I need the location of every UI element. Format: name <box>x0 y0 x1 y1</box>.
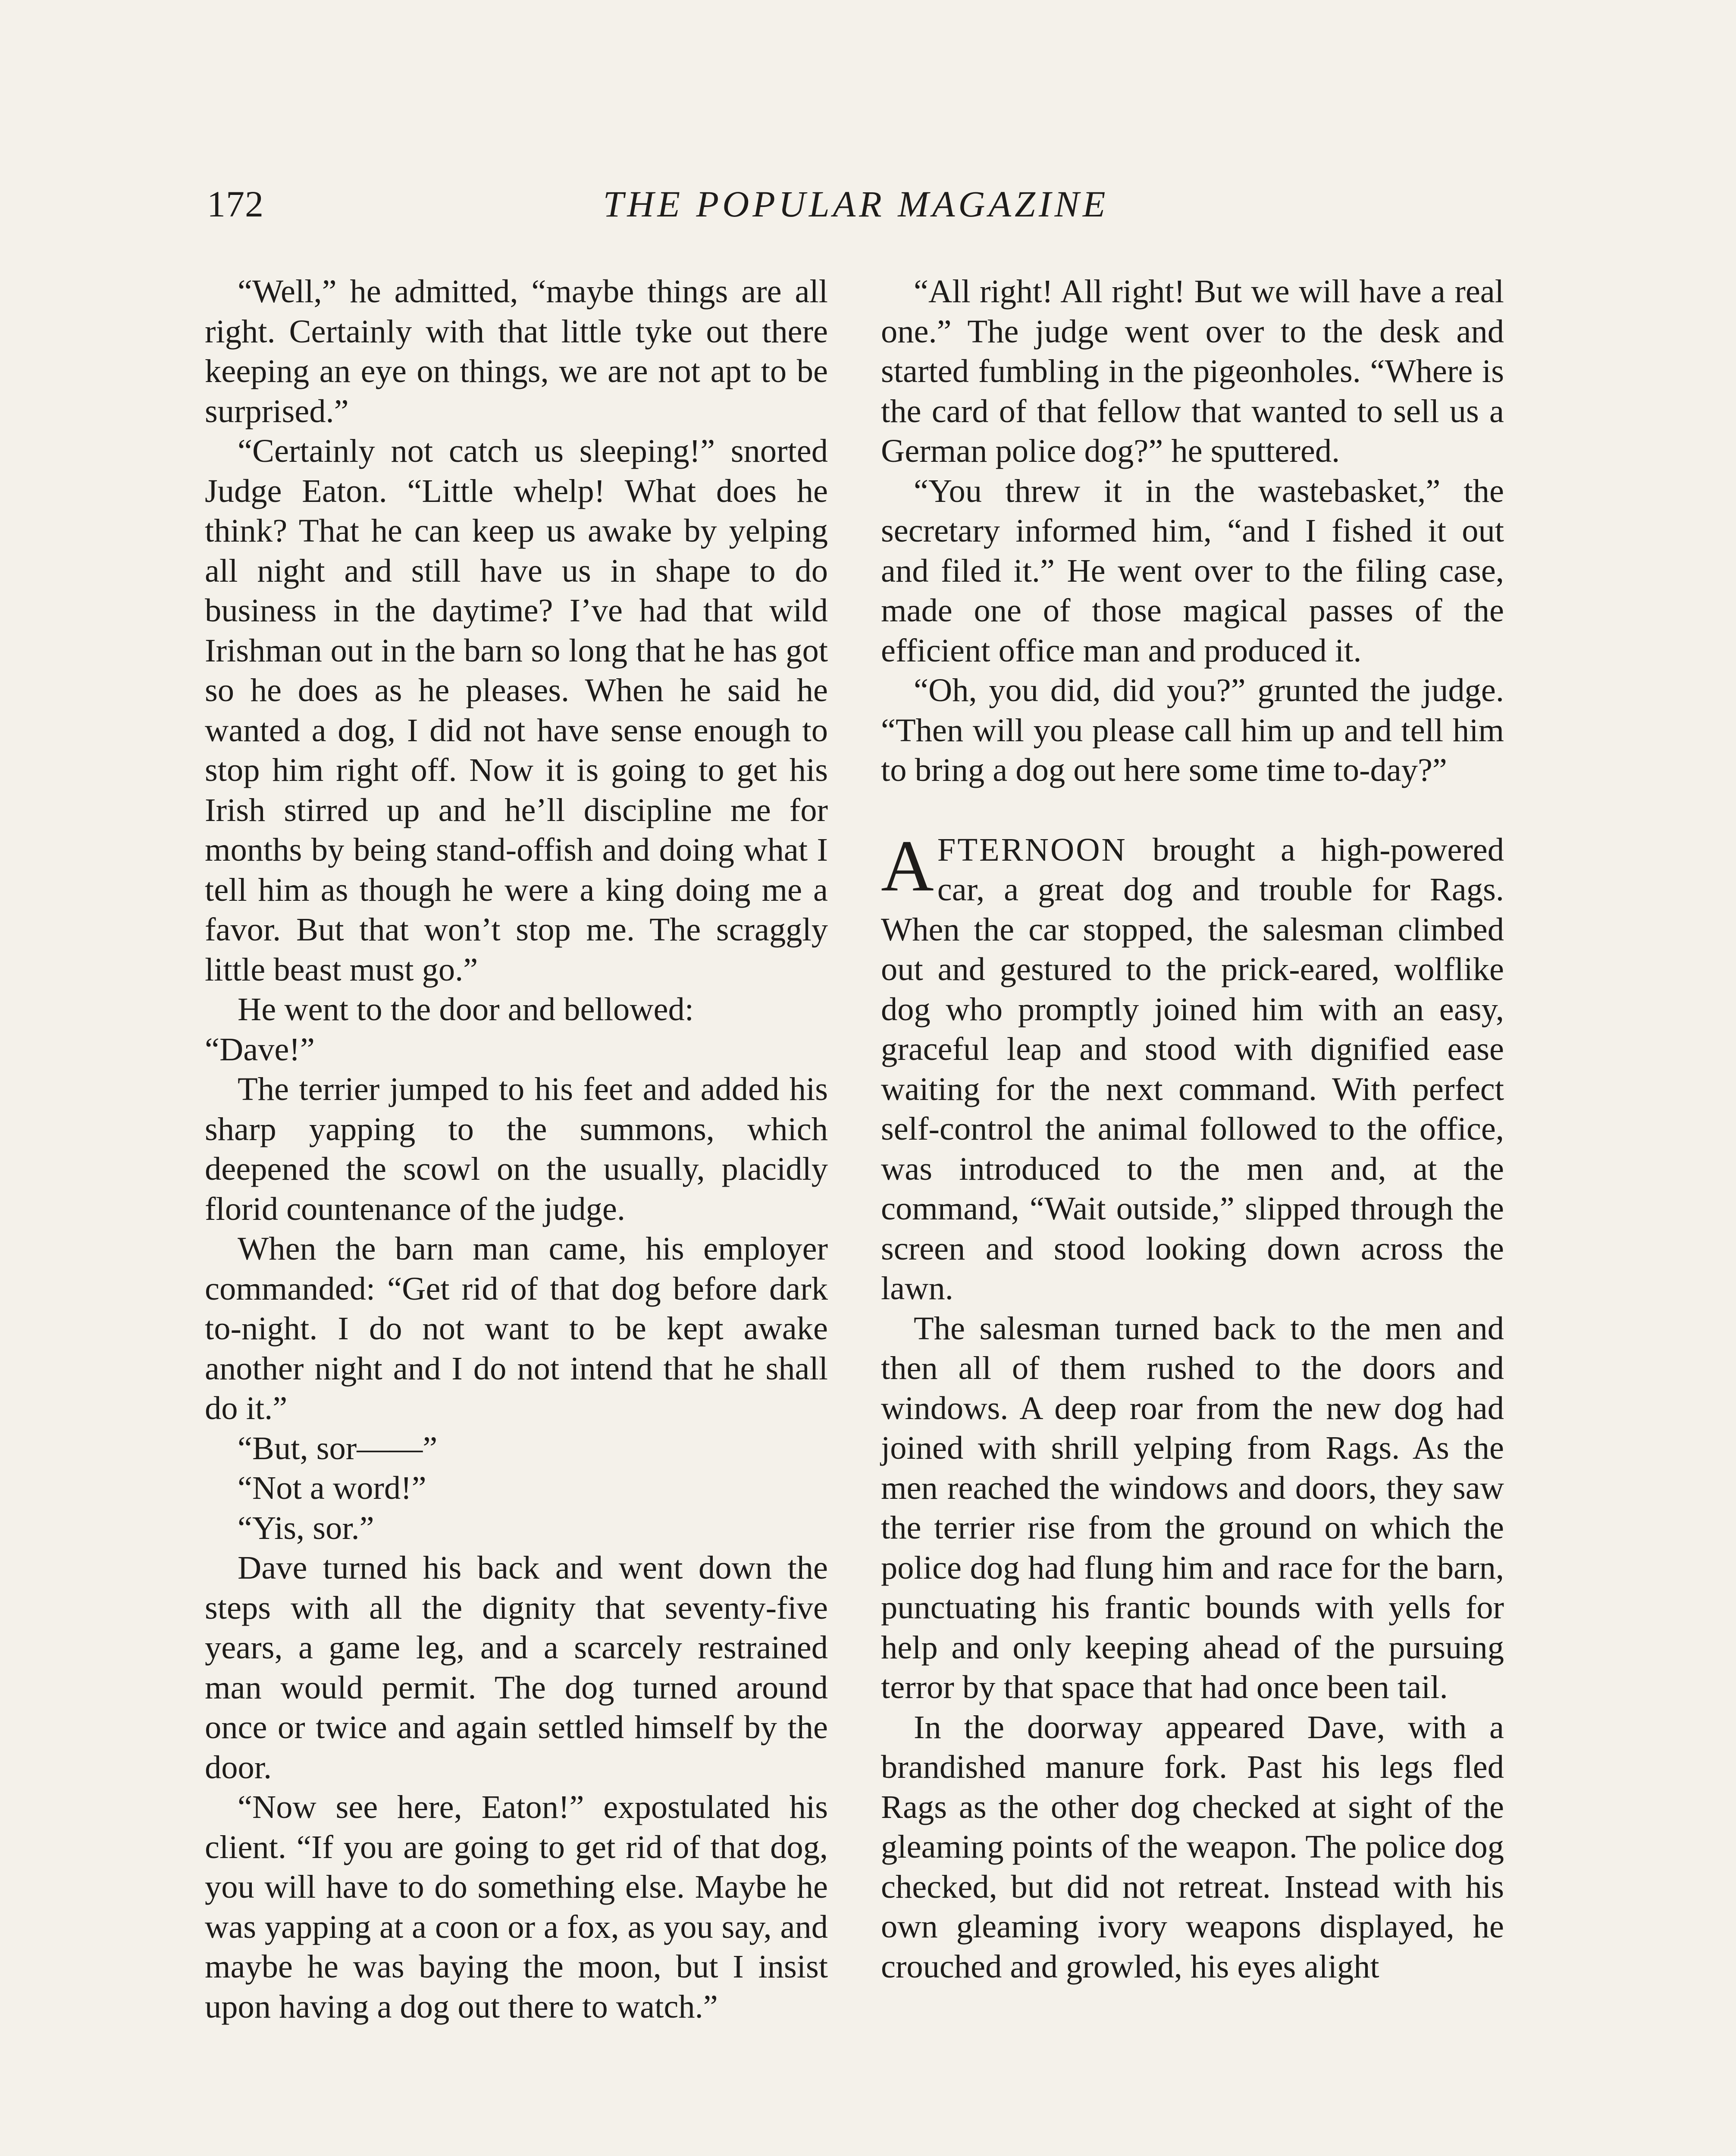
running-head: THE POPULAR MAGAZINE <box>603 183 1109 225</box>
paragraph: “Dave!” <box>205 1031 315 1068</box>
paragraph-text: brought a high-powered car, a great dog and trouble for Rags. When the car stopped, the salesman climbed out and gestured to the prick-eared, wolflike dog who promptly joined him with an easy, graceful leap and stood with dignified ease waiting for the next command. With perfect self-control the animal followed to the office, was introduced to the men and, at the command, “Wait outside,” slipped through the screen and stood looking down across the lawn. <box>881 831 1504 1307</box>
paragraph: In the doorway appeared Dave, with a brandished manure fork. Past his legs fled Rags as the other dog checked at sight of the gleaming points of the weapon. The police dog checked, but did not retreat. Instead with his own gleaming ivory weapons displayed, he crouched and growled, his eyes alight <box>881 1708 1504 1985</box>
section-opening-paragraph <box>881 825 1504 1309</box>
paragraph: “Oh, you did, did you?” grunted the judge. “Then will you please call him up and tell him to bring a dog out here some time to-day?” <box>881 672 1504 788</box>
paragraph: The salesman turned back to the men and then all of them rushed to the doors and windows. A deep roar from the new dog had joined with shrill yelping from Rags. As the men reached the windows and doors, they saw the terrier rise from the ground on which the police dog had flung him and race for the barn, punctuating his frantic bounds with yells for help and only keeping ahead of the pursuing terror by that space that had once been tail. <box>881 1310 1504 1705</box>
paragraph: The terrier jumped to his feet and added his sharp yapping to the summons, which deepened the scowl on the usually, placidly florid countenance of the judge. <box>205 1071 828 1227</box>
right-column <box>881 272 1504 1987</box>
paragraph: “Yis, sor.” <box>238 1509 374 1546</box>
paragraph: Dave turned his back and went down the steps with all the dignity that seventy-five years, a game leg, and a scarcely restrained man would permit. The dog turned around once or twice and again settled himself by the door. <box>205 1549 828 1786</box>
paragraph: “Not a word!” <box>238 1470 426 1506</box>
paragraph: He went to the door and bellowed: <box>238 991 694 1028</box>
page-number: 172 <box>207 183 264 225</box>
paragraph: “All right! All right! But we will have a real one.” The judge went over to the desk and started fumbling in the pigeonholes. “Where is the card of that fellow that wanted to sell us a German police dog?” he sputtered. <box>881 273 1504 469</box>
paragraph: “Now see here, Eaton!” expostulated his client. “If you are going to get rid of that dog, you will have to do something else. Maybe he was yapping at a coon or a fox, as you say, and maybe he was baying the moon, but I insist upon having a dog out there to watch.” <box>205 1789 828 2025</box>
paragraph: “Well,” he admitted, “maybe things are all right. Certainly with that little tyke out there keeping an eye on things, we are not apt to be surprised.” <box>205 273 828 429</box>
paragraph: “You threw it in the wastebasket,” the secretary informed him, “and I fished it out and filed it.” He went over to the filing case, made one of those magical passes of the efficient office man and produced it. <box>881 472 1504 669</box>
paragraph: When the barn man came, his employer commanded: “Get rid of that dog before dark to-night. I do not want to be kept awake another night and I do not intend that he shall do it.” <box>205 1230 828 1426</box>
left-column <box>205 272 828 2027</box>
drop-cap: A <box>881 825 934 906</box>
small-caps-lead: FTERNOON <box>937 831 1127 868</box>
paragraph: “Certainly not catch us sleeping!” snorted Judge Eaton. “Little whelp! What does he think? That he can keep us awake by yelping all night and still have us in shape to do business in the daytime? I’ve had that wild Irishman out in the barn so long that he has got so he does as he pleases. When he said he wanted a dog, I did not have sense enough to stop him right off. Now it is going to get his Irish stirred up and he’ll discipline me for months by being stand-offish and doing what I tell him as though he were a king doing me a favor. But that won’t stop me. The scraggly little beast must go.” <box>205 432 828 988</box>
paragraph: “But, sor——” <box>238 1429 438 1467</box>
